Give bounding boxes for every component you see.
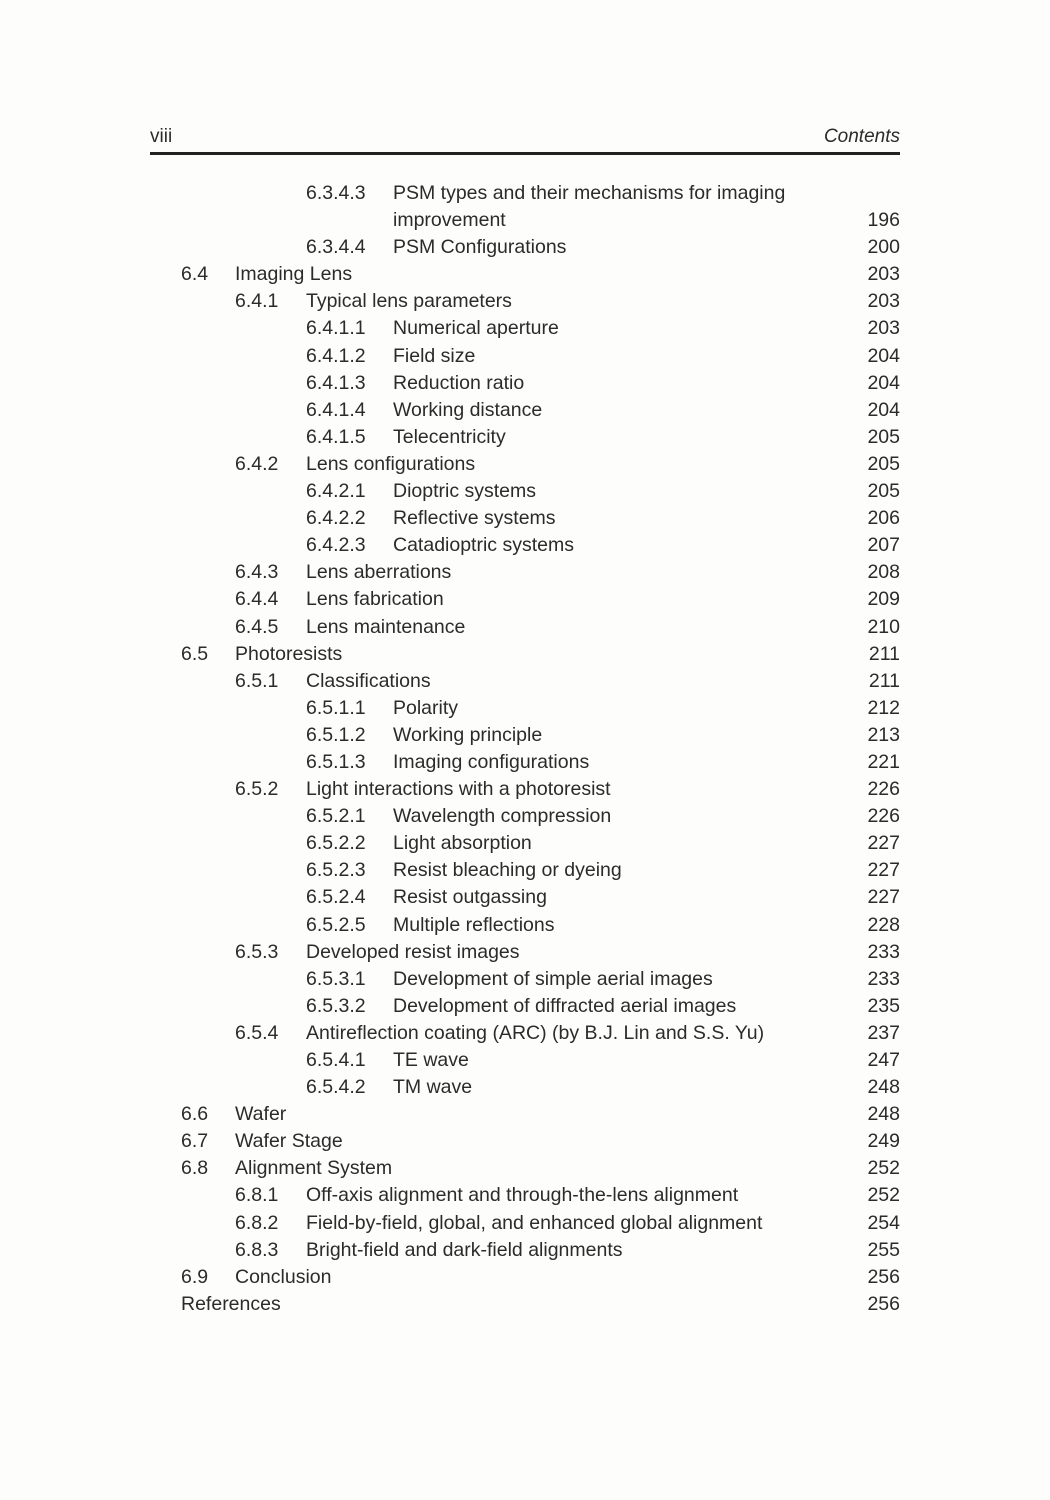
toc-entry-number: 6.5.3.2 <box>306 994 366 1017</box>
toc-entry[interactable] <box>0 749 1050 776</box>
toc-entry-number: 6.4.1.1 <box>306 317 366 340</box>
toc-entry-page: 226 <box>867 778 900 801</box>
toc-entry-number: 6.4.2.3 <box>306 534 366 557</box>
toc-entry-page: 204 <box>867 371 900 394</box>
toc-entry[interactable] <box>0 668 1050 695</box>
toc-entry-page: 211 <box>868 642 900 665</box>
toc-entry-title: Photoresists <box>235 642 343 665</box>
toc-entry-title: Development of diffracted aerial images <box>393 994 737 1017</box>
toc-entry[interactable] <box>0 884 1050 911</box>
toc-entry[interactable] <box>0 532 1050 559</box>
toc-entry-page: 207 <box>867 534 900 557</box>
toc-entry-number: 6.4.1.5 <box>306 425 366 448</box>
toc-entry-number: 6.8.2 <box>235 1211 279 1234</box>
toc-entry-number: 6.5.2.1 <box>306 805 366 828</box>
toc-entry-number: 6.4 <box>181 263 209 286</box>
toc-entry[interactable] <box>0 776 1050 803</box>
toc-entry-page: 203 <box>867 290 900 313</box>
toc-entry-page: 205 <box>867 452 900 475</box>
toc-entry[interactable] <box>0 614 1050 641</box>
toc-entry-title: Working distance <box>393 398 543 421</box>
toc-entry-page: 204 <box>867 344 900 367</box>
toc-entry[interactable] <box>0 1101 1050 1128</box>
toc-entry-title: Imaging Lens <box>235 263 353 286</box>
toc-entry-title: Lens maintenance <box>306 615 466 638</box>
toc-entry-page: 203 <box>867 317 900 340</box>
toc-entry-number: 6.7 <box>181 1130 209 1153</box>
toc-entry-number: 6.4.1 <box>235 290 279 313</box>
toc-entry[interactable] <box>0 722 1050 749</box>
toc-entry-number: 6.5.4.2 <box>306 1076 366 1099</box>
toc-entry-number: 6.4.1.4 <box>306 398 366 421</box>
toc-entry-page: 233 <box>867 940 900 963</box>
toc-entry[interactable] <box>0 1291 1050 1318</box>
toc-entry-page: 200 <box>867 236 900 259</box>
toc-entry-page: 212 <box>867 696 900 719</box>
toc-entry-page: 228 <box>867 913 900 936</box>
toc-entry-title: Light interactions with a photoresist <box>306 778 611 801</box>
toc-entry[interactable] <box>0 370 1050 397</box>
toc-entry-number: 6.5.1.1 <box>306 696 366 719</box>
toc-entry[interactable] <box>0 695 1050 722</box>
toc-entry-number: 6.3.4.3 <box>306 182 366 204</box>
toc-entry[interactable] <box>0 505 1050 532</box>
toc-entry-title: Conclusion <box>235 1265 332 1288</box>
toc-entry-title: Numerical aperture <box>393 317 559 340</box>
running-header <box>150 124 900 155</box>
toc-entry-title: Resist bleaching or dyeing <box>393 859 622 882</box>
toc-entry-page: 227 <box>867 832 900 855</box>
toc-entry-number: 6.5 <box>181 642 209 665</box>
toc-entry-title: Working principle <box>393 723 543 746</box>
toc-entry-page: 227 <box>867 886 900 909</box>
toc-entry-title: Dioptric systems <box>393 480 537 503</box>
toc-entry-page: 213 <box>867 723 900 746</box>
toc-entry-page: 205 <box>867 425 900 448</box>
toc-entry-page: 252 <box>867 1157 900 1180</box>
toc-entry-title: Reflective systems <box>393 507 556 530</box>
toc-entry[interactable] <box>0 1074 1050 1101</box>
toc-entry-number: 6.4.3 <box>235 561 279 584</box>
toc-entry-page: 210 <box>867 615 900 638</box>
toc-entry-number: 6.5.4.1 <box>306 1049 366 1071</box>
toc-entry-title: Field size <box>393 344 476 367</box>
toc-entry-page: 256 <box>867 1265 900 1288</box>
toc-entry[interactable] <box>0 451 1050 478</box>
toc-entry[interactable] <box>0 966 1050 993</box>
toc-entry-number: 6.8.1 <box>235 1184 279 1207</box>
toc-entry-number: 6.5.4 <box>235 1021 279 1044</box>
toc-entry-number: 6.5.2.2 <box>306 832 366 855</box>
toc-entry-page: 203 <box>867 263 900 286</box>
toc-entry-page: 206 <box>867 507 900 530</box>
toc-entry-page: 249 <box>867 1130 900 1153</box>
toc-entry[interactable] <box>0 1264 1050 1291</box>
toc-entry-title: Bright-field and dark-field alignments <box>306 1238 623 1261</box>
toc-entry-number: 6.5.2 <box>235 778 279 801</box>
toc-entry-number: 6.8.3 <box>235 1238 279 1261</box>
toc-entry-title: PSM types and their mechanisms for imaging improvement <box>393 182 786 231</box>
toc-entry[interactable] <box>0 315 1050 342</box>
toc-entry[interactable] <box>0 830 1050 857</box>
toc-entry-title: Telecentricity <box>393 425 506 448</box>
toc-entry-number: 6.4.2 <box>235 452 279 475</box>
toc-entry-page: 235 <box>867 994 900 1017</box>
toc-entry-number: 6.8 <box>181 1157 209 1180</box>
page-number: viii <box>150 126 173 147</box>
toc-entry-title: Multiple reflections <box>393 913 555 936</box>
toc-entry-page: 211 <box>868 669 900 692</box>
toc-entry-number: 6.5.2.4 <box>306 886 366 909</box>
toc-entry-title: TE wave <box>393 1049 469 1071</box>
toc-entry-title: Wafer Stage <box>235 1130 343 1153</box>
toc-entry[interactable] <box>0 1237 1050 1264</box>
toc-entry-page: 204 <box>867 398 900 421</box>
toc-entry[interactable] <box>0 261 1050 288</box>
toc-entry[interactable] <box>0 1210 1050 1237</box>
toc-entry-page: 255 <box>867 1238 900 1261</box>
toc-entry-title: Developed resist images <box>306 940 520 963</box>
toc-entry[interactable] <box>0 559 1050 586</box>
toc-entry[interactable] <box>0 424 1050 451</box>
toc-entry[interactable] <box>0 397 1050 424</box>
toc-entry-page: 247 <box>867 1049 900 1071</box>
toc-entry-number: 6.4.1.3 <box>306 371 366 394</box>
toc-entry[interactable] <box>0 1155 1050 1182</box>
toc-entry-page: 248 <box>867 1076 900 1099</box>
toc-entry-page: 227 <box>867 859 900 882</box>
toc-entry-number: 6.5.3.1 <box>306 967 366 990</box>
toc-entry-title: Off-axis alignment and through-the-lens alignment <box>306 1184 739 1207</box>
toc-entry-title: Lens aberrations <box>306 561 452 584</box>
toc-entry[interactable] <box>0 234 1050 261</box>
toc-entry[interactable] <box>0 180 1050 234</box>
toc-entry-page: 237 <box>867 1021 900 1044</box>
toc-entry-title: Lens fabrication <box>306 588 444 611</box>
toc-entry-number: 6.6 <box>181 1103 209 1126</box>
toc-entry-title: Imaging configurations <box>393 750 590 773</box>
toc-entry-title: Classifications <box>306 669 431 692</box>
toc-entry-number: 6.5.1.3 <box>306 750 366 773</box>
toc-entry-title: Alignment System <box>235 1157 393 1180</box>
toc-entry-number: 6.5.2.3 <box>306 859 366 882</box>
toc-entry[interactable] <box>0 912 1050 939</box>
table-of-contents <box>0 180 1050 1318</box>
toc-entry-page: 205 <box>867 480 900 503</box>
toc-entry-page: 221 <box>867 750 900 773</box>
toc-entry[interactable] <box>0 586 1050 613</box>
toc-entry[interactable] <box>0 641 1050 668</box>
toc-entry-number: 6.4.2.1 <box>306 480 366 503</box>
toc-entry-page: 252 <box>867 1184 900 1207</box>
toc-entry-number: 6.4.2.2 <box>306 507 366 530</box>
running-title: Contents <box>823 126 900 147</box>
toc-entry-title: Catadioptric systems <box>393 534 574 557</box>
toc-entry[interactable] <box>0 939 1050 966</box>
toc-entry-title: Wafer <box>235 1103 287 1126</box>
toc-entry-number: 6.4.1.2 <box>306 344 366 367</box>
toc-entry-title: PSM Configurations <box>393 236 567 259</box>
toc-entry[interactable] <box>0 343 1050 370</box>
toc-entry-title: Wavelength compression <box>393 805 612 828</box>
toc-entry[interactable] <box>0 478 1050 505</box>
toc-entry-page: 256 <box>867 1292 900 1315</box>
toc-entry-title: Antireflection coating (ARC) (by B.J. Lin and S.S. Yu) <box>306 1021 765 1044</box>
toc-entry-number: 6.5.3 <box>235 940 279 963</box>
toc-entry-title: Reduction ratio <box>393 371 525 394</box>
toc-entry-number: 6.9 <box>181 1265 209 1288</box>
toc-entry-page: 226 <box>867 805 900 828</box>
toc-entry-page: 208 <box>867 561 900 584</box>
toc-entry-title: Development of simple aerial images <box>393 967 713 990</box>
toc-entry-title: Light absorption <box>393 832 532 855</box>
toc-entry[interactable] <box>0 1128 1050 1155</box>
toc-entry-number: 6.5.1.2 <box>306 723 366 746</box>
toc-entry[interactable] <box>0 288 1050 315</box>
toc-entry[interactable] <box>0 993 1050 1020</box>
toc-entry-number: 6.5.2.5 <box>306 913 366 936</box>
toc-entry[interactable] <box>0 1020 1050 1047</box>
toc-entry-number: 6.3.4.4 <box>306 236 366 259</box>
toc-entry-page: 248 <box>867 1103 900 1126</box>
toc-entry-title: TM wave <box>393 1076 473 1099</box>
toc-entry-number: 6.4.5 <box>235 615 279 638</box>
toc-entry-page: 254 <box>867 1211 900 1234</box>
toc-entry[interactable] <box>0 1047 1050 1074</box>
toc-entry-page: 209 <box>867 588 900 611</box>
toc-entry-title: Resist outgassing <box>393 886 547 909</box>
toc-entry-title: Polarity <box>393 696 459 719</box>
toc-entry-number: 6.5.1 <box>235 669 279 692</box>
toc-entry[interactable] <box>0 803 1050 830</box>
toc-entry-page: 233 <box>867 967 900 990</box>
toc-entry[interactable] <box>0 1182 1050 1209</box>
toc-entry-title: Field-by-field, global, and enhanced global alignment <box>306 1211 763 1234</box>
toc-entry-title: References <box>181 1292 281 1315</box>
toc-entry-title: Typical lens parameters <box>306 290 512 313</box>
toc-entry-title: Lens configurations <box>306 452 476 475</box>
toc-entry-number: 6.4.4 <box>235 588 279 611</box>
toc-entry-page: 196 <box>867 209 900 231</box>
toc-entry[interactable] <box>0 857 1050 884</box>
